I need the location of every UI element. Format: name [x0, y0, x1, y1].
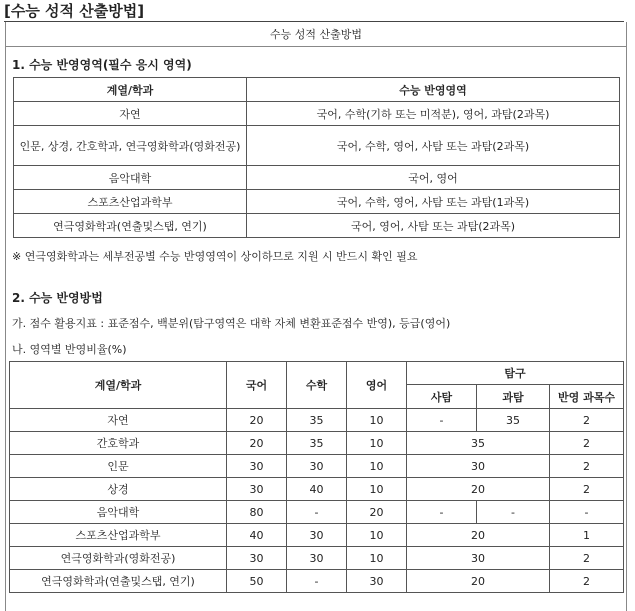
- subjects-cell: 2: [550, 570, 624, 593]
- subjects-cell: 2: [550, 478, 624, 501]
- korean-cell: 20: [227, 432, 287, 455]
- header-inquiry: 탐구: [407, 362, 624, 385]
- korean-cell: 80: [227, 501, 287, 524]
- social-cell: -: [407, 501, 477, 524]
- english-cell: 10: [347, 478, 407, 501]
- reflection-ratio-table: [9, 361, 624, 593]
- dept-cell: 음악대학: [14, 166, 247, 190]
- subjects-cell: 2: [550, 432, 624, 455]
- header-dept: 계열/학과: [10, 362, 227, 409]
- score-index-item: 가. 점수 활용지표 : 표준점수, 백분위(탐구영역은 대학 자체 변환표준점수 반영), 등급(영어): [12, 317, 451, 330]
- table-row: [14, 190, 620, 214]
- dept-cell: 간호학과: [10, 432, 227, 455]
- table-row: [10, 547, 624, 570]
- korean-cell: 30: [227, 455, 287, 478]
- header-korean: 국어: [227, 362, 287, 409]
- areas-cell: 국어, 수학, 영어, 사탐 또는 과탐(1과목): [247, 190, 620, 214]
- table-row: [10, 432, 624, 455]
- dept-cell: 연극영화학과(영화전공): [10, 547, 227, 570]
- subjects-cell: -: [550, 501, 624, 524]
- header-areas: 수능 반영영역: [247, 78, 620, 102]
- math-cell: 35: [287, 409, 347, 432]
- header-dept: 계열/학과: [14, 78, 247, 102]
- areas-cell: 국어, 영어, 사탐 또는 과탐(2과목): [247, 214, 620, 238]
- content-frame: [5, 22, 627, 611]
- header-social: 사탐: [407, 385, 477, 409]
- dept-cell: 자연: [14, 102, 247, 126]
- science-cell: -: [477, 501, 550, 524]
- inquiry-cell: 20: [407, 478, 550, 501]
- table-row: [10, 524, 624, 547]
- dept-cell: 상경: [10, 478, 227, 501]
- inquiry-cell: 35: [407, 432, 550, 455]
- english-cell: 10: [347, 432, 407, 455]
- dept-cell: 음악대학: [10, 501, 227, 524]
- english-cell: 10: [347, 547, 407, 570]
- dept-cell: 연극영화학과(연출및스탭, 연기): [10, 570, 227, 593]
- header-science: 과탐: [477, 385, 550, 409]
- table-row: [14, 126, 620, 166]
- areas-cell: 국어, 영어: [247, 166, 620, 190]
- table-row: [10, 570, 624, 593]
- areas-cell: 국어, 수학, 영어, 사탐 또는 과탐(2과목): [247, 126, 620, 166]
- table-row: [14, 102, 620, 126]
- dept-cell: 스포츠산업과학부: [14, 190, 247, 214]
- ratio-item: 나. 영역별 반영비율(%): [12, 343, 127, 356]
- header-english: 영어: [347, 362, 407, 409]
- math-cell: -: [287, 570, 347, 593]
- korean-cell: 30: [227, 547, 287, 570]
- dept-cell: 인문, 상경, 간호학과, 연극영화학과(영화전공): [14, 126, 247, 166]
- section1-heading: 1. 수능 반영영역(필수 응시 영역): [12, 58, 192, 72]
- math-cell: 30: [287, 524, 347, 547]
- section2-heading: 2. 수능 반영방법: [12, 291, 103, 305]
- inquiry-cell: 30: [407, 455, 550, 478]
- table-row: [14, 214, 620, 238]
- header-math: 수학: [287, 362, 347, 409]
- subjects-cell: 2: [550, 547, 624, 570]
- korean-cell: 20: [227, 409, 287, 432]
- dept-cell: 연극영화학과(연출및스탭, 연기): [14, 214, 247, 238]
- dept-cell: 인문: [10, 455, 227, 478]
- korean-cell: 40: [227, 524, 287, 547]
- english-cell: 30: [347, 570, 407, 593]
- table-row: [14, 166, 620, 190]
- english-cell: 10: [347, 524, 407, 547]
- reflection-area-table: [13, 77, 620, 238]
- table-header-row: [14, 78, 620, 102]
- subjects-cell: 2: [550, 409, 624, 432]
- page-title: [수능 성적 산출방법]: [4, 0, 624, 22]
- math-cell: 30: [287, 455, 347, 478]
- banner-title: 수능 성적 산출방법: [6, 22, 626, 47]
- science-cell: 35: [477, 409, 550, 432]
- table-header-row: [10, 362, 624, 385]
- areas-cell: 국어, 수학(기하 또는 미적분), 영어, 과탐(2과목): [247, 102, 620, 126]
- header-subjects: 반영 과목수: [550, 385, 624, 409]
- subjects-cell: 2: [550, 455, 624, 478]
- inquiry-cell: 20: [407, 570, 550, 593]
- dept-cell: 스포츠산업과학부: [10, 524, 227, 547]
- table-row: [10, 409, 624, 432]
- section1-note: ※ 연극영화학과는 세부전공별 수능 반영영역이 상이하므로 지원 시 반드시 확인 필요: [12, 250, 418, 263]
- korean-cell: 50: [227, 570, 287, 593]
- table-row: [10, 478, 624, 501]
- table-row: [10, 455, 624, 478]
- table-row: [10, 501, 624, 524]
- english-cell: 10: [347, 409, 407, 432]
- inquiry-cell: 30: [407, 547, 550, 570]
- english-cell: 10: [347, 455, 407, 478]
- korean-cell: 30: [227, 478, 287, 501]
- math-cell: 40: [287, 478, 347, 501]
- english-cell: 20: [347, 501, 407, 524]
- math-cell: 30: [287, 547, 347, 570]
- inquiry-cell: 20: [407, 524, 550, 547]
- math-cell: -: [287, 501, 347, 524]
- dept-cell: 자연: [10, 409, 227, 432]
- subjects-cell: 1: [550, 524, 624, 547]
- social-cell: -: [407, 409, 477, 432]
- math-cell: 35: [287, 432, 347, 455]
